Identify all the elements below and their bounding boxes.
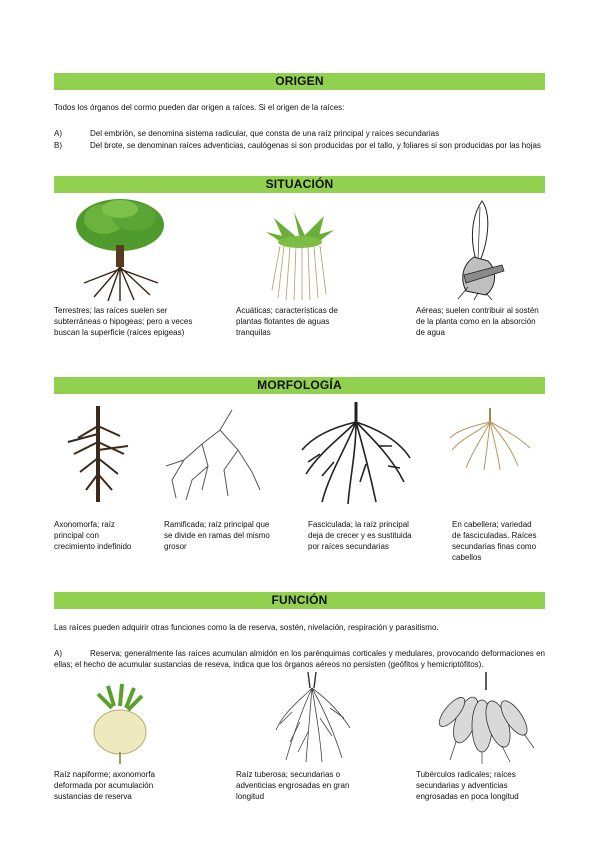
morfologia-heading: MORFOLOGÍA	[54, 377, 545, 394]
list-text: Reserva; generalmente las raíces acumulan almidón en los parénquimas corticales y medulares, provocando deformaciones en ellas; el hecho de acumular sustancias de reseva, indica que los órganos aéreos no persisten (geófitos y hemicriptófitos).	[54, 649, 545, 669]
list-marker: A)	[54, 649, 62, 658]
list-text: Del embrión, se denomina sistema radicular, que consta de una raíz principal y raíces secundarias	[90, 129, 440, 138]
caption-cabellera: En cabellera; variedad de fasciculadas. Raíces secundarias finas como cabellos	[452, 520, 537, 562]
fasciculada-root-illustration	[300, 402, 412, 506]
caption-ramificada: Ramificada; raíz principal que se divide en ramas del mismo grosor	[164, 520, 270, 551]
list-marker: A)	[54, 129, 62, 138]
origen-intro: Todos los órganos del cormo pueden dar origen a raíces. Si el origen de la raíces:	[54, 103, 345, 112]
caption-terrestres: Terrestres; las raíces suelen ser subterráneas o hipogeas; pero a veces buscan la superficie (raíces epigeas)	[54, 306, 193, 337]
origen-item-b	[54, 140, 545, 151]
tuberosa-root-illustration	[272, 672, 352, 764]
napiforme-root-illustration	[78, 684, 162, 766]
origen-heading: ORIGEN	[54, 73, 545, 90]
caption-aereas: Aéreas; suelen contribuir al sostén de la planta como en la absorción de agua	[416, 306, 539, 337]
caption-fasciculada: Fasciculada; la raíz principal deja de crecer y es sustituida por raíces secundarias	[308, 520, 412, 551]
caption-tuberculos: Tubérculos radicales; raíces secundarias y adventicias engrosadas en poca longitud	[416, 770, 519, 801]
funcion-item-a	[54, 648, 545, 670]
axonomorfa-root-illustration	[66, 406, 130, 506]
aerial-plant-illustration	[452, 195, 508, 300]
ramificada-root-illustration	[162, 410, 262, 502]
aquatic-plant-illustration	[264, 210, 336, 302]
caption-axonomorfa: Axonomorfa; raíz principal con crecimiento indefinido	[54, 520, 132, 551]
terrestrial-tree-illustration	[74, 197, 166, 302]
caption-napiforme: Raíz napiforme; axonomorfa deformada por acumulación sustancias de reserva	[54, 770, 155, 801]
funcion-heading: FUNCIÓN	[54, 592, 545, 609]
situacion-heading: SITUACIÓN	[54, 176, 545, 193]
tuberculos-root-illustration	[436, 672, 538, 764]
list-marker: B)	[54, 141, 62, 150]
list-text: Del brote, se denominan raíces adventicias, caulógenas si son producidas por el tallo, y foliares si son producidas por las hojas	[90, 141, 541, 150]
cabellera-root-illustration	[448, 408, 532, 472]
funcion-intro: Las raíces pueden adquirir otras funciones como la de reserva, sostén, nivelación, respiración y parasitismo.	[54, 623, 439, 632]
caption-acuaticas: Acuáticas; características de plantas flotantes de aguas tranquilas	[236, 306, 338, 337]
origen-item-a	[54, 128, 545, 139]
caption-tuberosa: Raíz tuberosa; secundarias o adventicias engrosadas en gran longitud	[236, 770, 350, 801]
